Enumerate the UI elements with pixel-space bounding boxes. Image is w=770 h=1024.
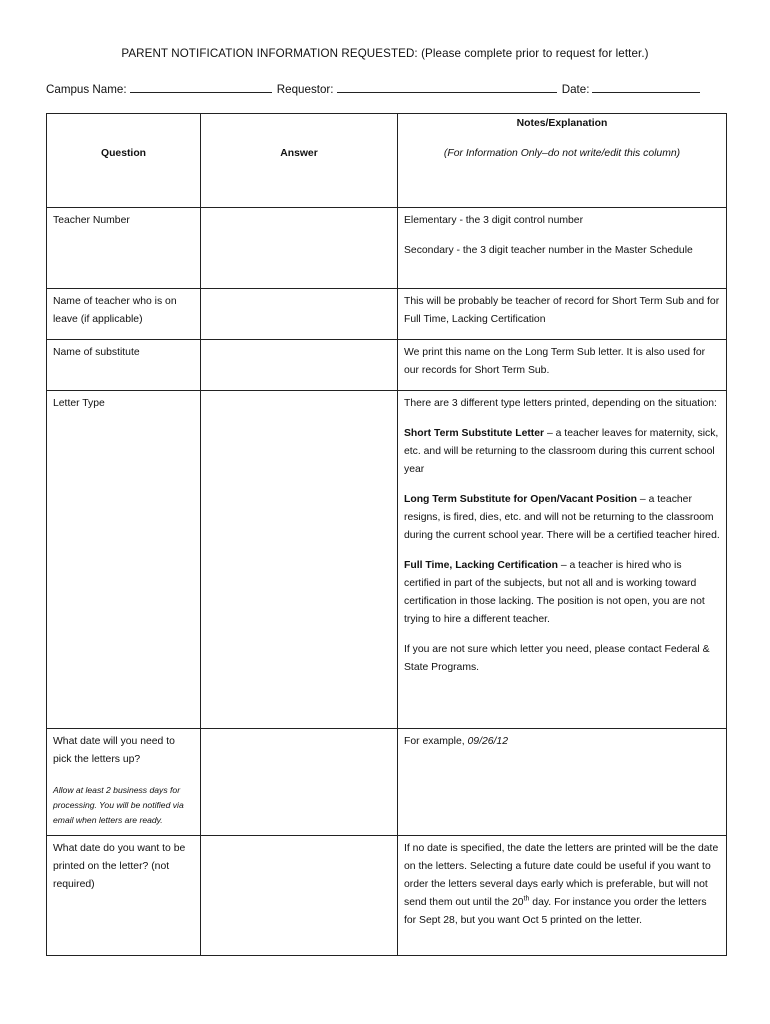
header-notes xyxy=(398,114,727,208)
table-row xyxy=(47,836,727,956)
notes-text: We print this name on the Long Term Sub letter. It is also used for our records for Short Term Sub. xyxy=(404,347,706,376)
question-cell: What date do you want to be printed on the letter? (not required) xyxy=(47,836,201,956)
letter-type-name: Short Term Substitute Letter xyxy=(404,428,545,439)
notes-example-date: 09/26/12 xyxy=(467,736,508,747)
answer-cell[interactable] xyxy=(201,391,398,729)
letter-type-name: Long Term Substitute for Open/Vacant Position xyxy=(404,494,638,505)
answer-cell[interactable] xyxy=(201,729,398,836)
date-field[interactable] xyxy=(592,81,700,93)
letter-type-desc: – a teacher leaves for maternity, sick, etc. and will be returning to the classroom during this current school year xyxy=(404,428,719,475)
notes-cell xyxy=(398,208,727,289)
header-notes-subtitle: (For Information Only–do not write/edit this column) xyxy=(443,148,681,159)
requestor-field[interactable] xyxy=(337,81,557,93)
table-row xyxy=(47,208,727,289)
header-question: Question xyxy=(47,114,201,208)
notes-text: If no date is specified, the date the letters are printed will be the date on the letters. Selecting a future date could be useful if you want to order the letters several days early which is preferable, but will not send them out until the 20 xyxy=(404,843,719,908)
letter-type-long-term xyxy=(404,491,720,545)
answer-cell[interactable] xyxy=(201,289,398,340)
question-cell: Letter Type xyxy=(47,391,201,729)
table-row xyxy=(47,391,727,729)
form-title: PARENT NOTIFICATION INFORMATION REQUESTED: (Please complete prior to request for letter.) xyxy=(121,47,649,60)
header-notes-title: Notes/Explanation xyxy=(516,118,608,129)
answer-cell[interactable] xyxy=(201,836,398,956)
header-answer: Answer xyxy=(201,114,398,208)
question-text: What date will you need to pick the letters up? xyxy=(53,736,175,765)
notes-text: This will be probably be teacher of record for Short Term Sub and for Full Time, Lacking Certification xyxy=(404,296,720,325)
table-row xyxy=(47,289,727,340)
letter-type-desc: – a teacher resigns, is fired, dies, etc. and will not be returning to the classroom during the current school year. There will be a certified teacher hired. xyxy=(404,494,720,541)
notes-cell xyxy=(398,836,727,956)
date-label: Date: xyxy=(561,83,590,96)
table-row xyxy=(47,340,727,391)
header-fields xyxy=(46,81,726,96)
notes-text: For example, xyxy=(404,736,468,747)
question-note: Allow at least 2 business days for processing. You will be notified via email when letters are ready. xyxy=(53,785,184,825)
table-header-row xyxy=(47,114,727,208)
notes-text: Elementary - the 3 digit control number xyxy=(404,215,584,226)
table-row xyxy=(47,729,727,836)
letter-type-name: Full Time, Lacking Certification xyxy=(404,560,558,571)
notes-text: day. For instance you order the letters for Sept 28, but you want Oct 5 printed on the letter. xyxy=(404,897,707,926)
letter-type-full-time xyxy=(404,557,720,629)
question-cell: Name of teacher who is on leave (if applicable) xyxy=(47,289,201,340)
answer-cell[interactable] xyxy=(201,208,398,289)
notes-text: Secondary - the 3 digit teacher number in the Master Schedule xyxy=(404,245,693,256)
request-table xyxy=(46,113,727,956)
campus-name-field[interactable] xyxy=(130,81,272,93)
question-cell: Teacher Number xyxy=(47,208,201,289)
notes-cell xyxy=(398,340,727,391)
letter-type-outro: If you are not sure which letter you need, please contact Federal & State Programs. xyxy=(404,644,710,673)
letter-type-short-term xyxy=(404,425,720,479)
campus-name-label: Campus Name: xyxy=(46,83,127,96)
requestor-label: Requestor: xyxy=(276,83,334,96)
question-cell: Name of substitute xyxy=(47,340,201,391)
letter-type-intro: There are 3 different type letters printed, depending on the situation: xyxy=(404,398,717,409)
notes-cell xyxy=(398,729,727,836)
notes-cell xyxy=(398,289,727,340)
notes-cell xyxy=(398,391,727,729)
notes-superscript: th xyxy=(523,895,530,903)
answer-cell[interactable] xyxy=(201,340,398,391)
question-cell xyxy=(47,729,201,836)
letter-type-desc: – a teacher is hired who is certified in part of the subjects, but not all and is working toward certification in those lacking. The position is not open, you are not trying to hire a different teacher. xyxy=(404,560,705,625)
